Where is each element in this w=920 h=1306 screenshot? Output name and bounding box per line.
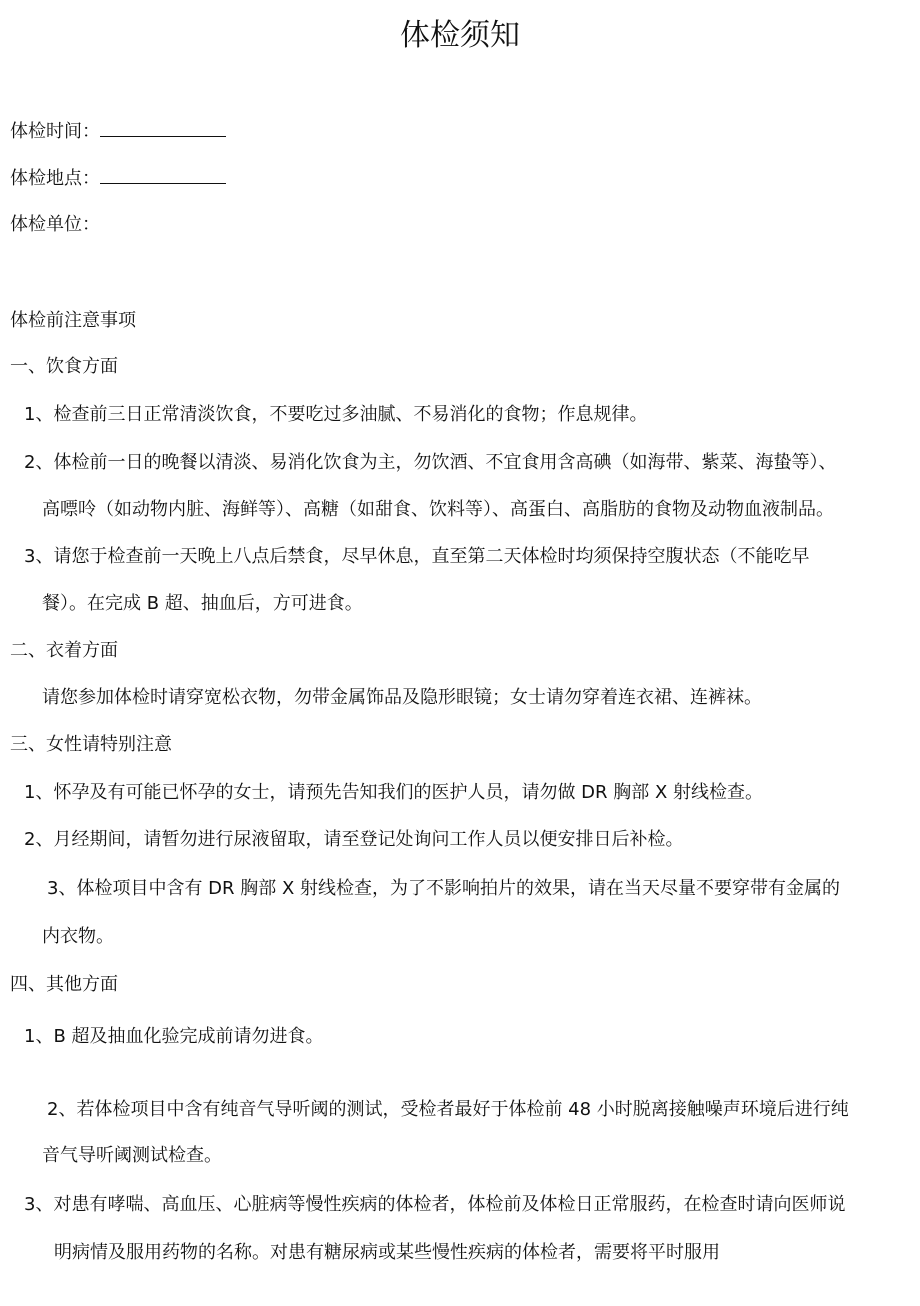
exam-place-blank (100, 166, 226, 184)
exam-unit-field (10, 213, 100, 237)
exam-place-label: 体检地点： (10, 168, 100, 189)
women-line-3: 3、体检项目中含有 DR 胸部 X 射线检查，为了不影响拍片的效果，请在当天尽量不要穿带有金属的 (47, 878, 841, 899)
other-line-2: 2、若体检项目中含有纯音气导听阈的测试，受检者最好于体检前 48 小时脱离接触噪声环境后进行纯 (47, 1099, 849, 1120)
section-heading-diet: 一、饮食方面 (10, 356, 118, 377)
section-heading-other: 四、其他方面 (10, 974, 118, 995)
exam-time-field (10, 119, 226, 144)
women-line-2: 2、月经期间，请暂勿进行尿液留取，请至登记处询问工作人员以便安排日后补检。 (24, 829, 684, 850)
diet-line-5: 餐）。在完成 B 超、抽血后，方可进食。 (42, 593, 363, 614)
exam-unit-label: 体检单位： (10, 214, 100, 235)
diet-line-3: 高嘌呤（如动物内脏、海鲜等）、高糖（如甜食、饮料等）、高蛋白、高脂肪的食物及动物血液制品。 (42, 499, 834, 520)
other-line-5: 明病情及服用药物的名称。对患有糖尿病或某些慢性疾病的体检者，需要将平时服用 (54, 1242, 720, 1263)
diet-line-1: 1、检查前三日正常清淡饮食，不要吃过多油腻、不易消化的食物；作息规律。 (24, 404, 648, 425)
exam-place-field (10, 166, 226, 191)
section-heading-women: 三、女性请特别注意 (10, 734, 172, 755)
clothing-line-1: 请您参加体检时请穿宽松衣物，勿带金属饰品及隐形眼镜；女士请勿穿着连衣裙、连裤袜。 (42, 687, 762, 708)
other-line-1: 1、B 超及抽血化验完成前请勿进食。 (24, 1026, 324, 1047)
other-line-3: 音气导听阈测试检查。 (42, 1145, 222, 1166)
women-line-1: 1、怀孕及有可能已怀孕的女士，请预先告知我们的医护人员，请勿做 DR 胸部 X 射线检查。 (24, 782, 764, 803)
section-heading-clothing: 二、衣着方面 (10, 640, 118, 661)
notice-heading: 体检前注意事项 (10, 310, 136, 331)
women-line-4: 内衣物。 (42, 926, 114, 947)
diet-line-4: 3、请您于检查前一天晚上八点后禁食，尽早休息，直至第二天体检时均须保持空腹状态（不能吃早 (24, 546, 810, 567)
page-title: 体检须知 (400, 18, 520, 53)
other-line-4: 3、对患有哮喘、高血压、心脏病等慢性疾病的体检者，体检前及体检日正常服药，在检查时请向医师说 (24, 1194, 846, 1215)
diet-line-2: 2、体检前一日的晚餐以清淡、易消化饮食为主，勿饮酒、不宜食用含高碘（如海带、紫菜、海蛰等）、 (24, 452, 837, 473)
exam-time-label: 体检时间： (10, 121, 100, 142)
exam-time-blank (100, 119, 226, 137)
